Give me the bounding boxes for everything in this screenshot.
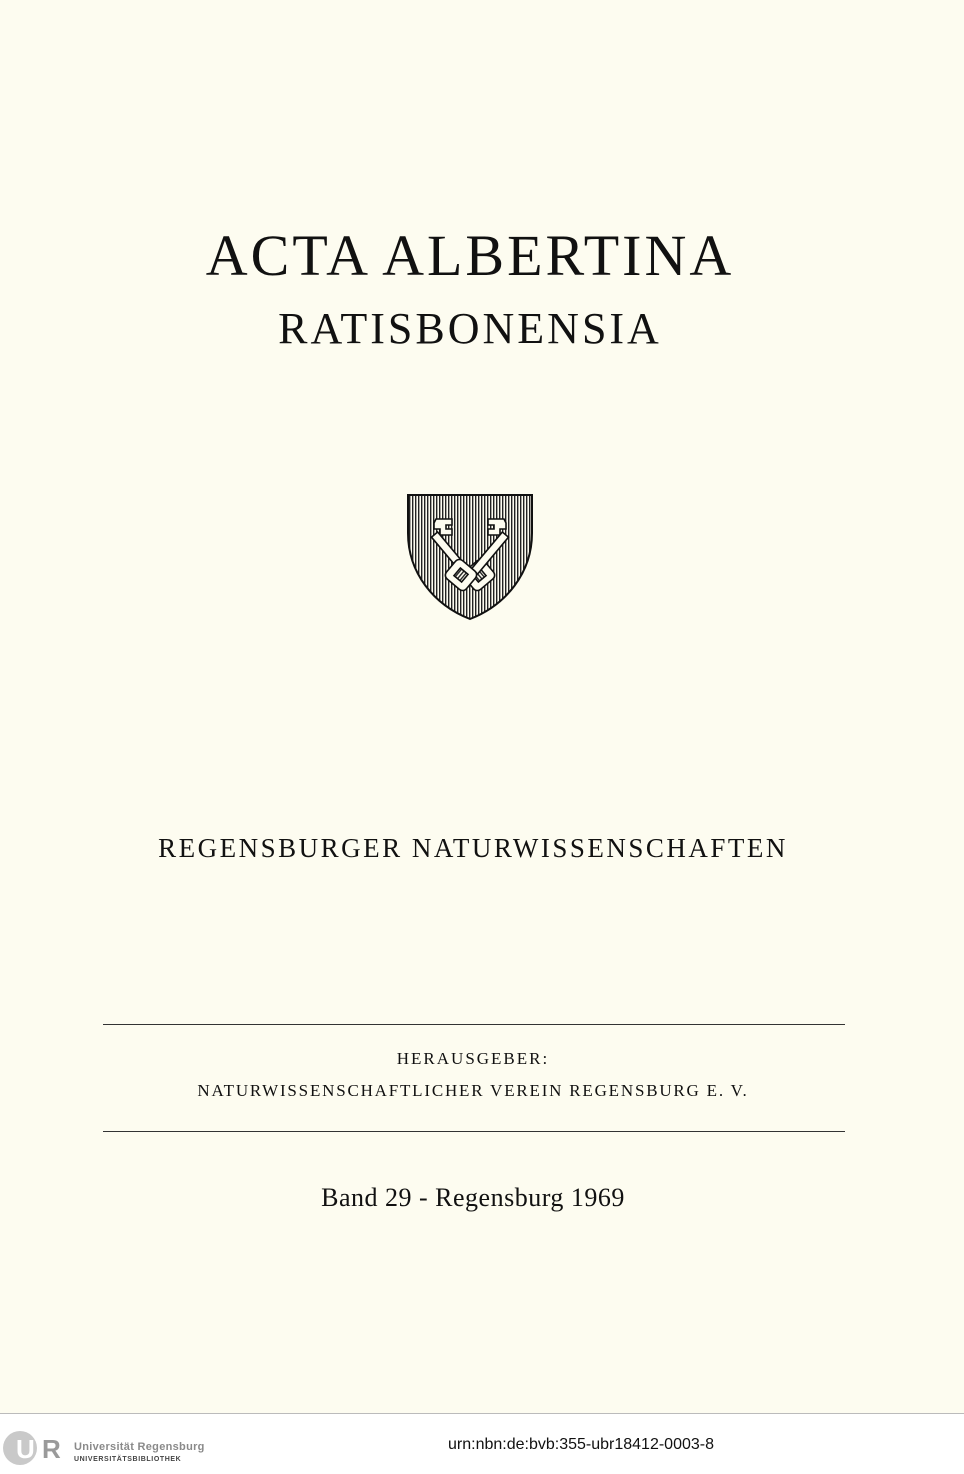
footer-library: UNIVERSITÄTSBIBLIOTHEK — [74, 1456, 182, 1463]
ur-logo-icon — [2, 1424, 72, 1472]
publisher-label: HERAUSGEBER: — [396, 1049, 550, 1068]
publisher-name: NATURWISSENSCHAFTLICHER VEREIN REGENSBURG E. V. — [197, 1081, 749, 1100]
crossed-keys-shield-icon — [406, 493, 534, 621]
document-title: ACTA ALBERTINA — [205, 223, 735, 288]
divider-top — [103, 1024, 845, 1025]
footer-bar — [0, 1413, 964, 1474]
svg-text:U: U — [16, 1434, 35, 1464]
series-title: REGENSBURGER NATURWISSENSCHAFTEN — [158, 833, 788, 863]
footer-urn: urn:nbn:de:bvb:355-ubr18412-0003-8 — [448, 1436, 714, 1453]
svg-text:R: R — [42, 1434, 61, 1464]
footer-university: Universität Regensburg — [74, 1441, 205, 1453]
divider-bottom — [103, 1131, 845, 1132]
document-subtitle: RATISBONENSIA — [278, 304, 662, 353]
volume-info: Band 29 - Regensburg 1969 — [321, 1183, 625, 1212]
